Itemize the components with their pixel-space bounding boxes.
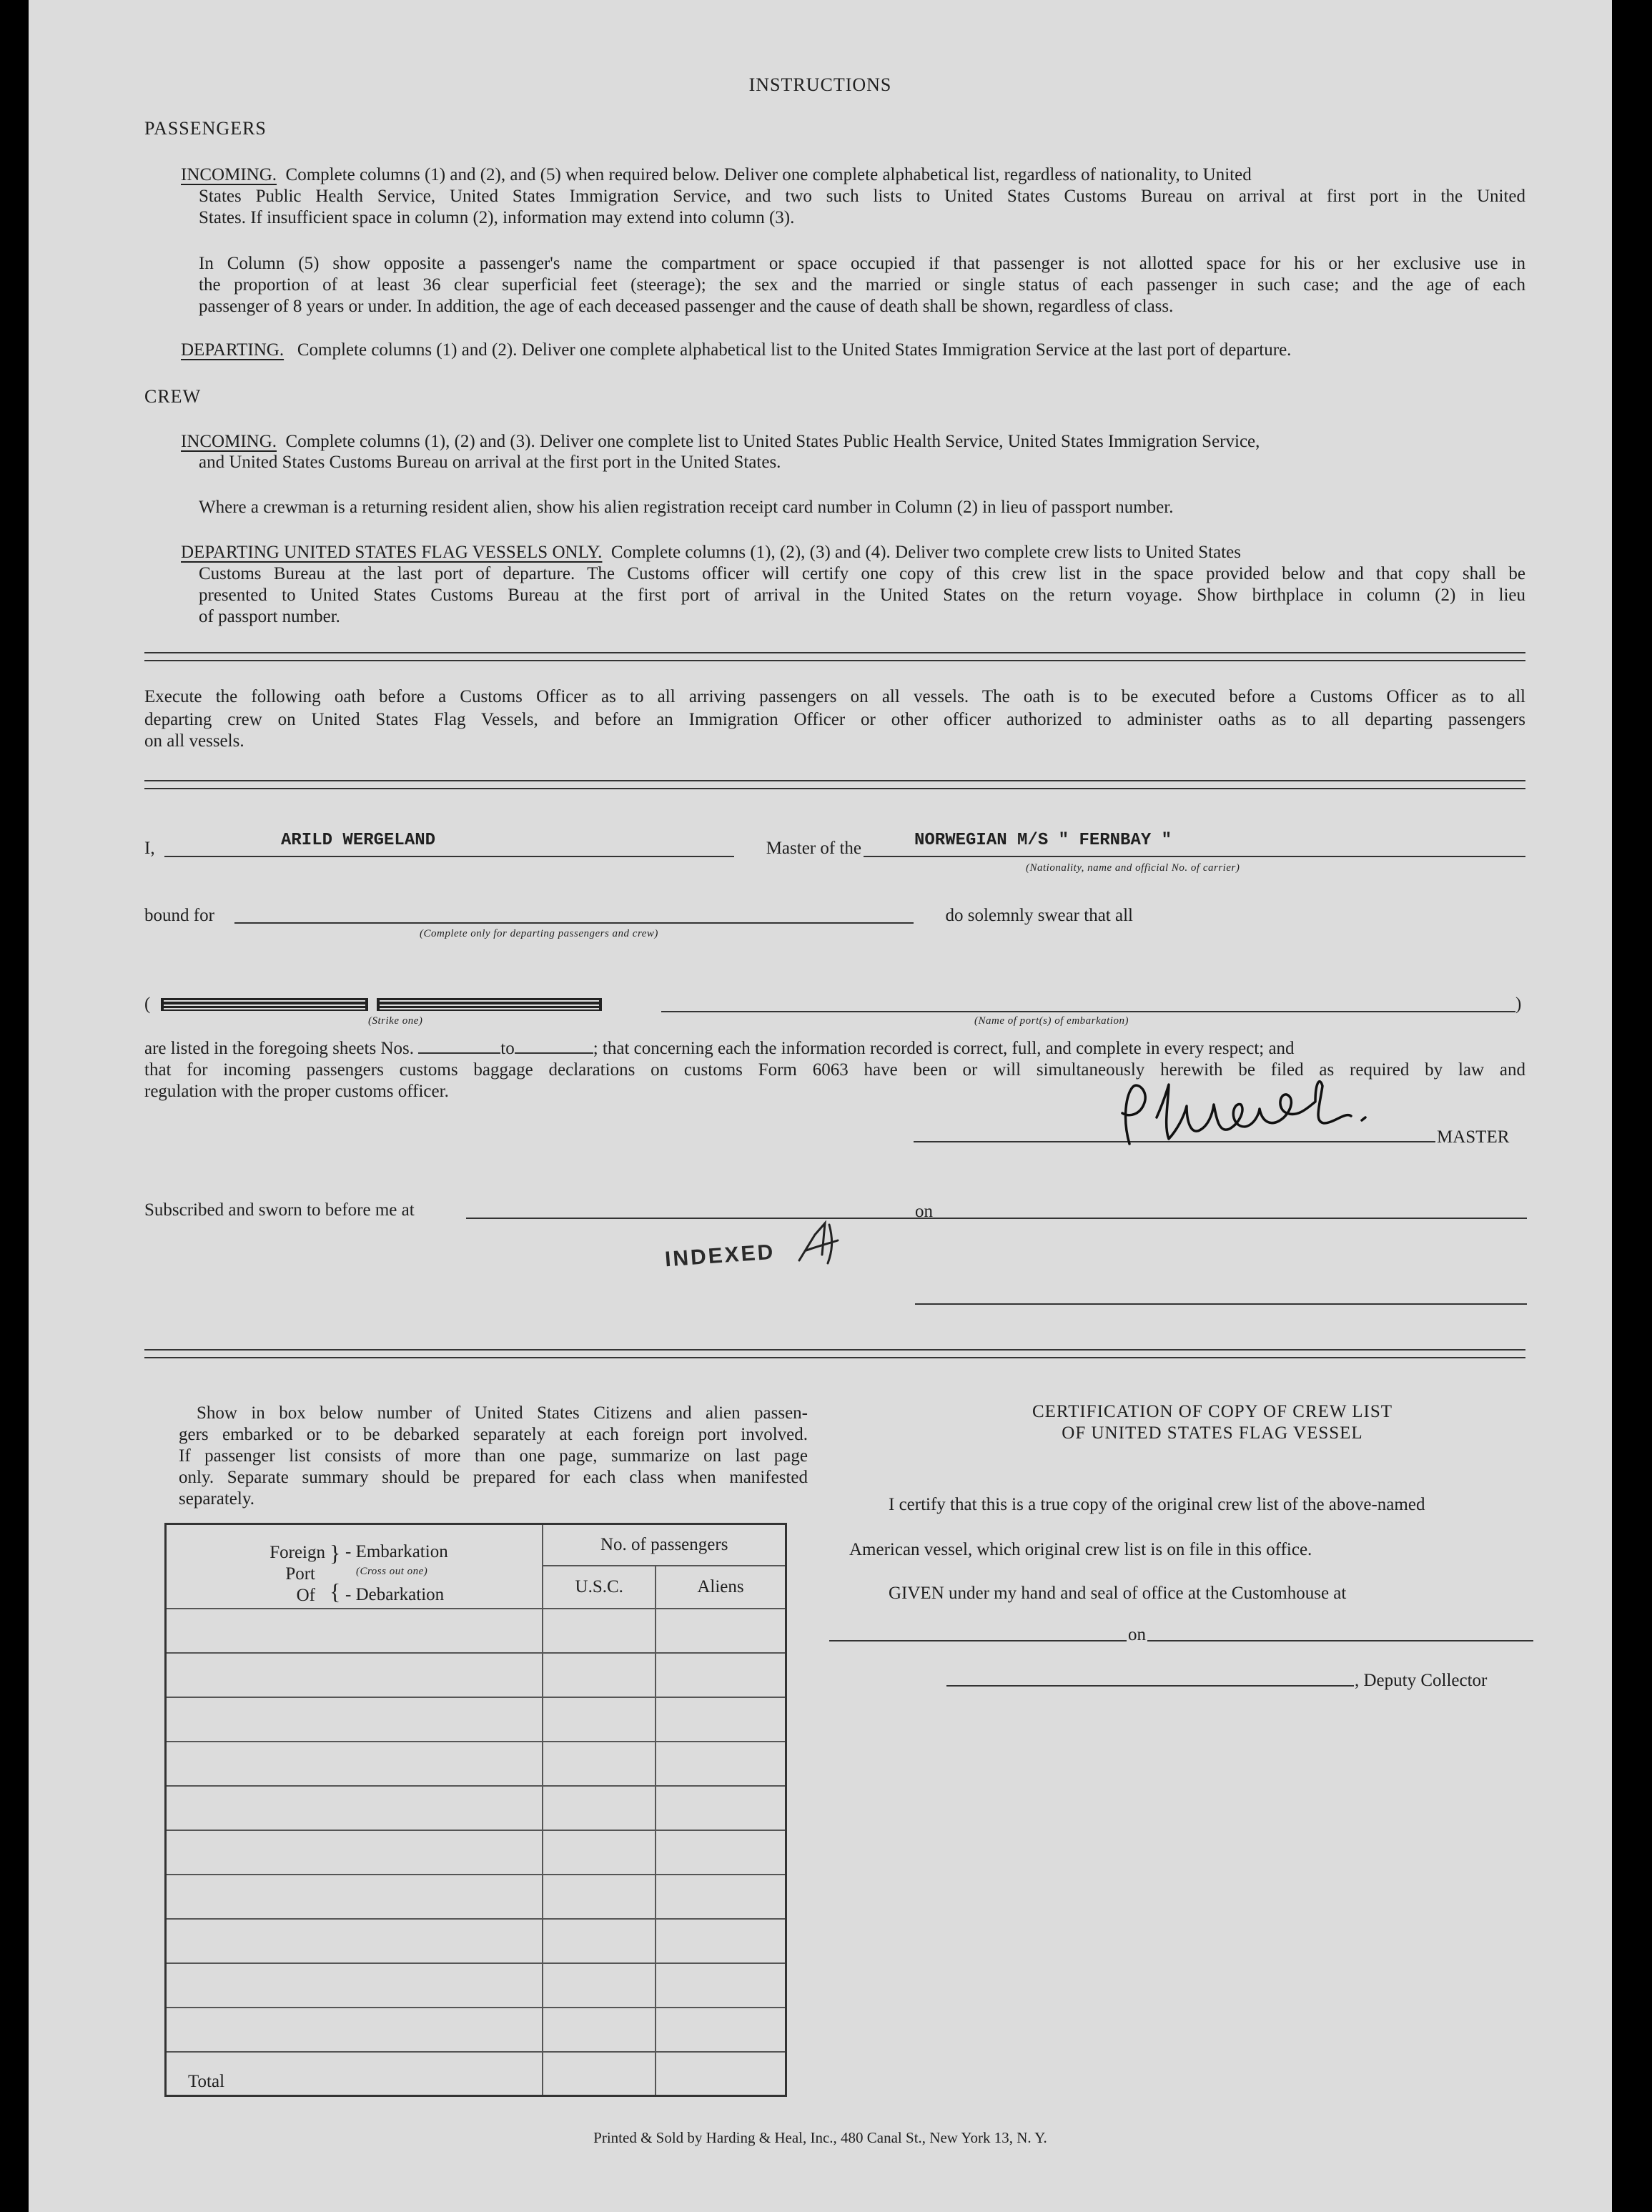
aliens-cell[interactable] <box>656 1742 786 1786</box>
crew-heading: CREW <box>144 386 202 407</box>
total-row <box>166 2052 786 2096</box>
aliens-cell[interactable] <box>656 1830 786 1875</box>
close-paren: ) <box>1515 994 1522 1014</box>
master-name-value: ARILD WERGELAND <box>281 831 436 850</box>
summary-line5: separately. <box>179 1489 254 1509</box>
crew-departing-line1: DEPARTING UNITED STATES FLAG VESSELS ONLY. Complete columns (1), (2), (3) and (4). Deliver two complete crew lists to United States <box>181 543 1241 562</box>
vessel-caption: (Nationality, name and official No. of carrier) <box>1026 862 1240 874</box>
port-cell[interactable] <box>166 1653 543 1697</box>
passengers-incoming-line2: States Public Health Service, United States Immigration Service, and two such lists to United States Customs Bureau on arrival at first port in the United <box>199 187 1525 206</box>
bound-for-caption: (Complete only for departing passengers and crew) <box>420 928 658 939</box>
aliens-cell[interactable] <box>656 1653 786 1697</box>
customhouse-line <box>829 1640 1533 1641</box>
port-cell[interactable] <box>166 1963 543 2008</box>
aliens-cell[interactable] <box>656 1786 786 1830</box>
officer-signature-line <box>915 1303 1527 1305</box>
crewman-note: Where a crewman is a returning resident alien, show his alien registration receipt card number in Column (2) in lieu of passport number. <box>199 498 1174 517</box>
document-page <box>29 0 1612 2212</box>
brace-top: } <box>330 1540 341 1566</box>
passengers-header: No. of passengers <box>543 1524 786 1566</box>
usc-cell[interactable] <box>543 2008 656 2052</box>
port-header-labels: Foreign Port Of <box>269 1543 325 1605</box>
table-row <box>166 2008 786 2052</box>
crew-departing-line4: of passport number. <box>199 607 340 626</box>
brace-bottom: { <box>330 1579 341 1604</box>
indexed-stamp: INDEXED <box>664 1240 776 1272</box>
port-cell[interactable] <box>166 1786 543 1830</box>
oath-intro-line3: on all vessels. <box>144 731 244 751</box>
usc-cell[interactable] <box>543 1786 656 1830</box>
crew-departing-line2: Customs Bureau at the last port of departure. The Customs officer will certify one copy of this crew list in the space provided below and that copy shall be <box>199 564 1525 583</box>
subscribed-place-line <box>466 1218 943 1219</box>
usc-cell[interactable] <box>543 1919 656 1963</box>
vessel-value: NORWEGIAN M/S " FERNBAY " <box>914 831 1172 850</box>
port-cell[interactable] <box>166 1919 543 1963</box>
aliens-cell[interactable] <box>656 1609 786 1653</box>
certification-title-line2: OF UNITED STATES FLAG VESSEL <box>1062 1423 1363 1443</box>
bound-for-label: bound for <box>144 906 214 925</box>
crew-departing-line3: presented to United States Customs Bureau at the first port of arrival in the United States on the return voyage. Show birthplace in column (2) in lieu <box>199 586 1525 605</box>
passengers-departing: DEPARTING. Complete columns (1) and (2). Deliver one complete alphabetical list to the United States Immigration Service at the last port of departure. <box>181 340 1292 360</box>
usc-cell[interactable] <box>543 1697 656 1742</box>
aliens-cell[interactable] <box>656 1875 786 1919</box>
usc-cell[interactable] <box>543 1830 656 1875</box>
port-cell[interactable] <box>166 1830 543 1875</box>
aliens-cell[interactable] <box>656 2008 786 2052</box>
oath-i-label: I, <box>144 839 155 858</box>
usc-total-cell[interactable] <box>543 2052 656 2096</box>
page-title: INSTRUCTIONS <box>748 74 892 95</box>
port-cell[interactable] <box>166 2008 543 2052</box>
passenger-summary-table <box>164 1523 787 2097</box>
subscribed-date-line <box>942 1218 1527 1219</box>
crew-incoming-line1: INCOMING. Complete columns (1), (2) and (3). Deliver one complete list to United States Public Health Service, United States Immigration Service, <box>181 432 1260 451</box>
usc-cell[interactable] <box>543 1875 656 1919</box>
master-signature <box>1079 1076 1408 1158</box>
strike-caption: (Strike one) <box>368 1015 423 1027</box>
table-row <box>166 1875 786 1919</box>
aliens-header: Aliens <box>656 1566 786 1609</box>
deputy-signature-line <box>946 1685 1354 1687</box>
crew-departing-label: DEPARTING UNITED STATES FLAG VESSELS ONLY. <box>181 543 603 562</box>
passengers-incoming-label: INCOMING. <box>181 165 277 184</box>
listed-line1: are listed in the foregoing sheets Nos. to ; that concerning each the information recorded is correct, full, and complete in every respect; and <box>144 1039 1295 1058</box>
table-row <box>166 1786 786 1830</box>
port-cell[interactable] <box>166 1875 543 1919</box>
aliens-total-cell[interactable] <box>656 2052 786 2096</box>
sheet-to-line <box>515 1038 593 1054</box>
ports-caption: (Name of port(s) of embarkation) <box>974 1015 1129 1027</box>
column5-line1: In Column (5) show opposite a passenger's name the compartment or space occupied if that passenger is not allotted space for his or her exclusive use in <box>199 254 1525 273</box>
summary-line2: gers embarked or to be debarked separately at each foreign port involved. <box>179 1425 808 1444</box>
master-of-label: Master of the <box>766 839 861 858</box>
summary-line4: only. Separate summary should be prepared for each class when manifested <box>179 1468 808 1487</box>
listed-line3: regulation with the proper customs officer. <box>144 1082 449 1101</box>
usc-cell[interactable] <box>543 1609 656 1653</box>
subscribed-label: Subscribed and sworn to before me at <box>144 1200 415 1220</box>
cross-out-note: (Cross out one) <box>356 1566 428 1577</box>
indexed-initial <box>793 1219 847 1269</box>
bound-for-line <box>234 922 914 924</box>
swear-label: do solemnly swear that all <box>945 906 1133 925</box>
aliens-cell[interactable] <box>656 1697 786 1742</box>
subscribed-on-label: on <box>915 1202 933 1221</box>
total-label: Total <box>166 2052 543 2096</box>
divider-rule <box>144 1349 1525 1358</box>
table-row <box>166 1697 786 1742</box>
table-row <box>166 1742 786 1786</box>
usc-cell[interactable] <box>543 1742 656 1786</box>
table-row <box>166 1919 786 1963</box>
oath-intro-line2: departing crew on United States Flag Vessels, and before an Immigration Officer or other officer authorized to administer oaths as to all departing passengers <box>144 710 1525 729</box>
summary-line3: If passenger list consists of more than one page, summarize on last page <box>179 1446 808 1466</box>
open-paren: ( <box>144 994 151 1014</box>
table-row <box>166 1830 786 1875</box>
listed-line2: that for incoming passengers customs baggage declarations on customs Form 6063 have been or will simultaneously herewith be filed as required by law and <box>144 1060 1525 1080</box>
certification-line1: I certify that this is a true copy of the original crew list of the above-named <box>889 1495 1425 1514</box>
certification-line3: GIVEN under my hand and seal of office at the Customhouse at <box>889 1584 1347 1603</box>
passengers-incoming-line1: INCOMING. Complete columns (1) and (2), and (5) when required below. Deliver one complete alphabetical list, regardless of nationality, to United <box>181 165 1252 184</box>
aliens-cell[interactable] <box>656 1963 786 2008</box>
usc-cell[interactable] <box>543 1963 656 2008</box>
struck-out-text <box>154 992 686 1017</box>
certification-line2: American vessel, which original crew list is on file in this office. <box>849 1540 1312 1559</box>
table-row <box>166 1963 786 2008</box>
table-row <box>166 1609 786 1653</box>
divider-rule <box>144 652 1525 661</box>
certification-title-line1: CERTIFICATION OF COPY OF CREW LIST <box>1032 1402 1393 1421</box>
ports-line <box>661 1011 1515 1012</box>
oath-intro-line1: Execute the following oath before a Customs Officer as to all arriving passengers on all vessels. The oath is to be executed before a Customs Officer as to all <box>144 687 1525 706</box>
usc-header: U.S.C. <box>543 1566 656 1609</box>
crew-incoming-line2: and United States Customs Bureau on arrival at the first port in the United States. <box>199 453 781 472</box>
debarkation-label: - Debarkation <box>345 1585 445 1604</box>
master-label: MASTER <box>1437 1127 1510 1147</box>
passengers-heading: PASSENGERS <box>144 118 267 139</box>
column5-line2: the proportion of at least 36 clear superficial feet (steerage); the sex and the married or single status of each passenger in such case; and the age of each <box>199 275 1525 295</box>
crew-incoming-label: INCOMING. <box>181 432 277 451</box>
port-cell[interactable] <box>166 1742 543 1786</box>
summary-line1: Show in box below number of United States Citizens and alien passen- <box>197 1403 808 1423</box>
printer-footer: Printed & Sold by Harding & Heal, Inc., 480 Canal St., New York 13, N. Y. <box>593 2129 1047 2146</box>
divider-rule <box>144 780 1525 789</box>
certification-on-label: on <box>1128 1625 1146 1644</box>
usc-cell[interactable] <box>543 1653 656 1697</box>
deputy-collector-label: , Deputy Collector <box>1355 1671 1488 1690</box>
embarkation-label: - Embarkation <box>345 1542 448 1561</box>
port-cell[interactable] <box>166 1697 543 1742</box>
column5-line3: passenger of 8 years or under. In addition, the age of each deceased passenger and the cause of death shall be shown, regardless of class. <box>199 297 1174 316</box>
vessel-line <box>864 856 1525 857</box>
port-cell[interactable] <box>166 1609 543 1653</box>
sheet-from-line <box>418 1038 500 1054</box>
passengers-incoming-line3: States. If insufficient space in column (2), information may extend into column (3). <box>199 208 795 227</box>
aliens-cell[interactable] <box>656 1919 786 1963</box>
passengers-departing-label: DEPARTING. <box>181 340 285 360</box>
port-header-cell <box>166 1524 543 1609</box>
table-row <box>166 1653 786 1697</box>
master-name-line <box>164 856 734 857</box>
